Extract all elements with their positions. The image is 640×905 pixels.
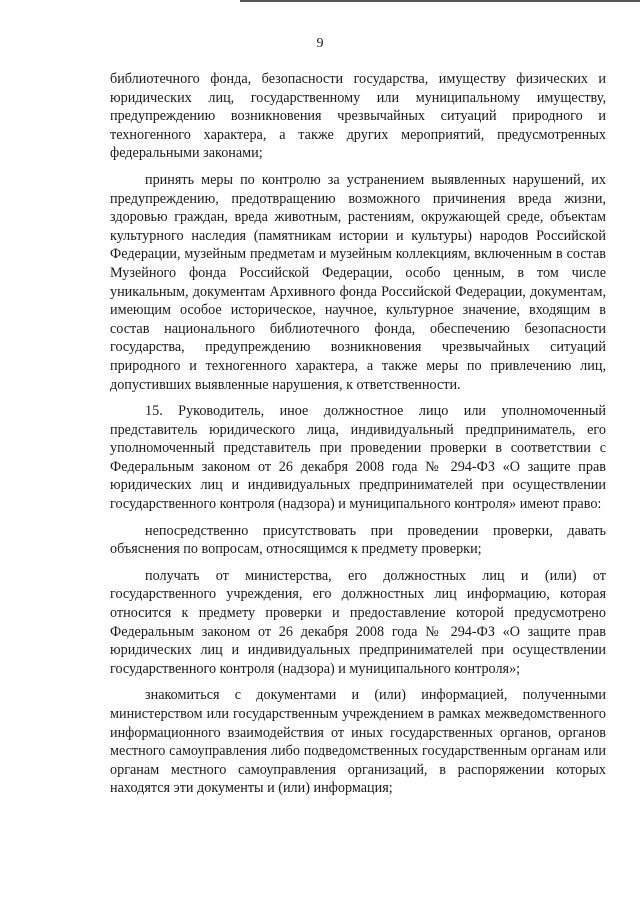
page-number: 9 — [316, 36, 324, 51]
paragraph: получать от министерства, его должностных лиц и (или) от государственного учреждения, его должностных лиц информацию, которая относится к предмету проверки и предоставление которой предусмотрено Федеральным законом от 26 декабря 2008 года № 294-ФЗ «О защите прав юридических лиц и индивидуальных предпринимателей при осуществлении государственного контроля (надзора) и муниципального контроля»; — [110, 567, 606, 677]
paragraph: принять меры по контролю за устранением выявленных нарушений, их предупреждению, предотвращению возможного причинения вреда жизни, здоровью граждан, вреда животным, растениям, окружающей среде, объектам культурного наследия (памятникам истории и культуры) народов Российской Федерации, музейным предметам и музейным коллекциям, включенным в состав Музейного фонда Российской Федерации, особо ценным, в том числе уникальным, документам Архивного фонда Российской Федерации, документам, имеющим особое историческое, научное, культурное значение, входящим в состав национального библиотечного фонда, обеспечению безопасности государства, предупреждению возникновения чрезвычайных ситуаций природного и техногенного характера, а также меры по привлечению лиц, допустивших выявленные нарушения, к ответственности. — [110, 171, 606, 393]
paragraph: непосредственно присутствовать при проведении проверки, давать объяснения по вопросам, относящимся к предмету проверки; — [110, 522, 606, 558]
document-body — [110, 70, 606, 798]
paragraph: знакомиться с документами и (или) информацией, полученными министерством или государственным учреждением в рамках межведомственного информационного взаимодействия от иных государственных органов, органов местного самоуправления либо подведомственных государственным органам или органам местного самоуправления организаций, в распоряжении которых находятся эти документы и (или) информация; — [110, 687, 606, 797]
paragraph: 15. Руководитель, иное должностное лицо или уполномоченный представитель юридического лица, индивидуальный предприниматель, его уполномоченный представитель при проведении проверки в соответствии с Федеральным законом от 26 декабря 2008 года № 294-ФЗ «О защите прав юридических лиц и индивидуальных предпринимателей при осуществлении государственного контроля (надзора) и муниципального контроля» имеют право: — [110, 403, 606, 513]
paragraph: библиотечного фонда, безопасности государства, имуществу физических и юридических лиц, государственному или муниципальному имуществу, предупреждению возникновения чрезвычайных ситуаций природного и техногенного характера, а также других мероприятий, предусмотренных федеральными законами; — [110, 71, 606, 162]
scan-edge-rule — [240, 0, 640, 2]
